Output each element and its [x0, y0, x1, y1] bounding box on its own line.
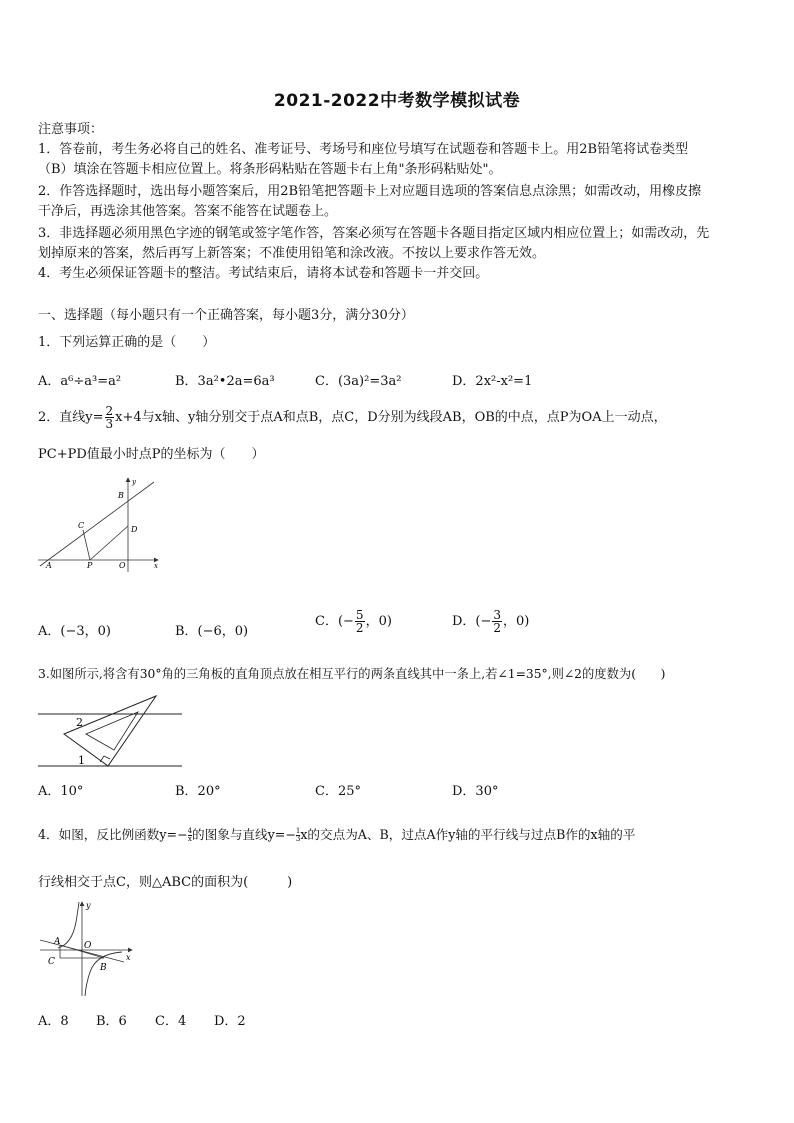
fraction: $\frac{4}{x}$ — [187, 827, 193, 843]
q2-stem-part: 2．直线y= — [38, 410, 104, 425]
notice-heading: 注意事项： — [38, 122, 104, 137]
option-c[interactable]: C．4 — [155, 1014, 187, 1029]
q2-stem-part: x+4与x轴、y轴分别交于点A和点B，点C，D分别为线段AB，OB的中点，点P为OA上一动点， — [115, 410, 667, 425]
hyperbola-upper-left — [58, 902, 79, 948]
notice-line: 1．答卷前，考生务必将自己的姓名、准考证号、考场号和座位号填写在试题卷和答题卡上。用2B铅笔将试卷类型 — [38, 142, 689, 157]
option-c[interactable] — [315, 608, 392, 636]
option-text: D．(− — [452, 614, 492, 629]
question-1-stem: 1．下列运算正确的是（ ） — [38, 335, 216, 350]
option-text: C．(− — [315, 614, 354, 629]
question-4-stem-line2: 行线相交于点C，则△ABC的面积为( ) — [38, 875, 293, 890]
option-b[interactable]: B．3a²•2a=6a³ — [175, 374, 275, 389]
question-2-stem — [38, 404, 667, 432]
label-d: D — [131, 525, 138, 534]
label-o: O — [84, 941, 92, 951]
option-c[interactable]: C．25° — [315, 784, 361, 799]
notice-line: （B）填涂在答题卡相应位置上。将条形码粘贴在答题卡右上角"条形码粘贴处"。 — [38, 162, 502, 177]
notice-line: 4．考生必须保证答题卡的整洁。考试结束后，请将本试卷和答题卡一并交回。 — [38, 266, 489, 281]
question-4-figure — [36, 898, 136, 998]
option-d[interactable]: D．2x²-x²=1 — [452, 374, 533, 389]
option-d[interactable] — [452, 608, 529, 636]
question-2-figure — [36, 474, 166, 574]
label-o: O — [119, 561, 126, 570]
option-a[interactable]: A．a⁶÷a³=a² — [38, 374, 122, 389]
notice-line: 2．作答选择题时，选出每小题答案后，用2B铅笔把答题卡上对应题目选项的答案信息点涂黑；如需改动，用橡皮擦 — [38, 184, 702, 199]
option-a[interactable]: A．8 — [38, 1014, 69, 1029]
q4-stem-part: 的图象与直线y=− — [192, 827, 296, 842]
fraction: $\frac{2}{3}$ — [105, 404, 114, 431]
option-b[interactable]: B．(−6，0) — [175, 624, 249, 639]
q4-stem-part: x的交点为A、B，过点A作y轴的平行线与过点B作的x轴的平 — [300, 827, 636, 842]
option-b[interactable]: B．6 — [96, 1014, 127, 1029]
option-text: ，0) — [503, 614, 530, 629]
fraction: $\frac{1}{3}$ — [295, 827, 301, 843]
option-b[interactable]: B．20° — [175, 784, 221, 799]
label-a: A — [46, 561, 52, 570]
triangle-ruler-inner — [86, 712, 138, 750]
notice-line: 划掉原来的答案，然后再写上新答案；不准使用铅笔和涂改液。不按以上要求作答无效。 — [38, 246, 546, 261]
line-pc — [83, 530, 90, 560]
hyperbola-lower-right — [85, 952, 122, 996]
label-p: P — [87, 561, 93, 570]
angle-2-label: 2 — [76, 716, 83, 729]
question-3-figure — [36, 688, 184, 770]
fraction: $\frac{5}{2}$ — [355, 608, 364, 635]
option-a[interactable]: A．(−3，0) — [38, 624, 111, 639]
line-pd — [90, 526, 128, 560]
label-y: y — [86, 901, 91, 910]
label-c: C — [78, 521, 85, 530]
label-x: x — [154, 562, 158, 570]
section-heading: 一、选择题（每小题只有一个正确答案，每小题3分，满分30分） — [38, 308, 414, 323]
option-d[interactable]: D．30° — [452, 784, 499, 799]
page-title: 2021-2022中考数学模拟试卷 — [273, 91, 521, 111]
option-c[interactable]: C．(3a)²=3a² — [315, 374, 402, 389]
notice-line: 3．非选择题必须用黑色字迹的钢笔或签字笔作答，答案必须写在答题卡各题目指定区域内相应位置上；如需改动，先 — [38, 226, 710, 241]
label-c: C — [48, 957, 55, 967]
option-d[interactable]: D．2 — [214, 1014, 246, 1029]
label-y: y — [132, 478, 136, 486]
label-x: x — [126, 953, 131, 962]
option-text: ，0) — [365, 614, 392, 629]
notice-line: 干净后，再选涂其他答案。答案不能答在试题卷上。 — [38, 204, 338, 219]
question-4-stem — [38, 823, 635, 847]
option-a[interactable]: A．10° — [38, 784, 84, 799]
question-2-stem-line2: PC+PD值最小时点P的坐标为（ ） — [38, 447, 265, 462]
question-3-stem: 3.如图所示,将含有30°角的三角板的直角顶点放在相互平行的两条直线其中一条上,若∠1=35°,则∠2的度数为( ) — [38, 667, 666, 681]
q4-stem-part: 4．如图，反比例函数y=− — [38, 827, 188, 842]
fraction: $\frac{3}{2}$ — [493, 608, 502, 635]
label-b: B — [100, 963, 107, 973]
label-a: A — [54, 937, 61, 947]
label-b: B — [118, 491, 124, 500]
angle-1-label: 1 — [78, 754, 85, 767]
